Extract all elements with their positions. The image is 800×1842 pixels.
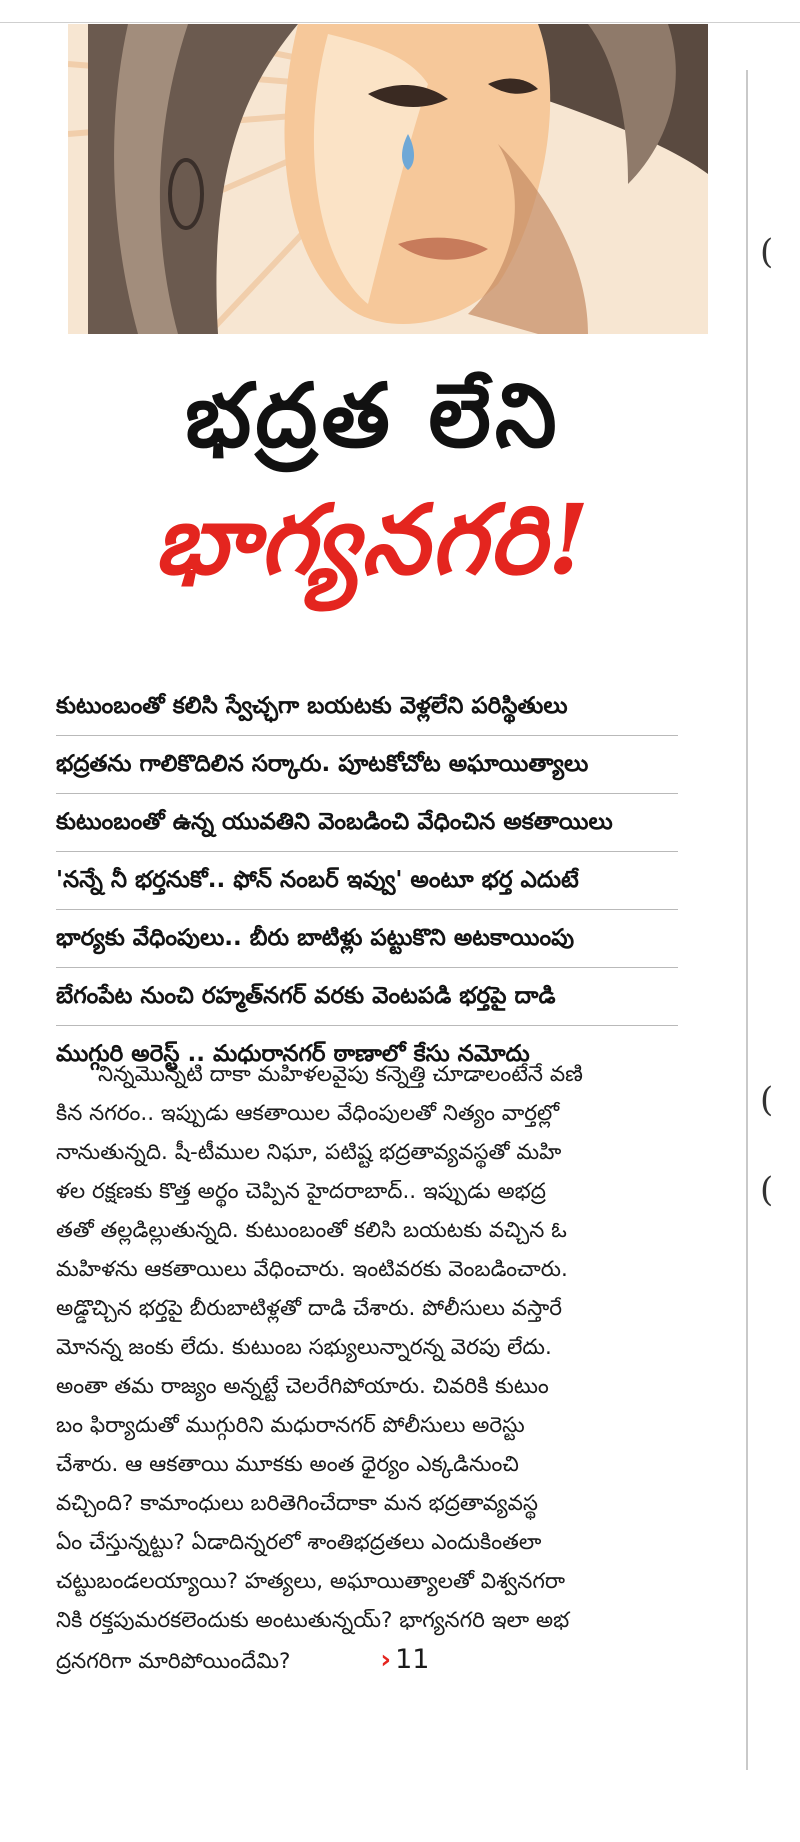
continued-arrow-icon: ›	[380, 1645, 392, 1675]
hero-illustration	[68, 24, 708, 334]
body-line: తతో తల్లడిల్లుతున్నది. కుటుంబంతో కలిసి బయటకు వచ్చిన ఓ	[56, 1218, 567, 1243]
body-line-last	[56, 1640, 686, 1679]
body-line: అడ్డొచ్చిన భర్తపై బీరుబాటిళ్లతో దాడి చేశారు. పోలీసులు వస్తారే	[56, 1296, 563, 1321]
top-rule	[0, 22, 800, 23]
highlight-item: ముగ్గురి అరెస్ట్ .. మధురానగర్ ఠాణాలో కేసు నమోదు	[56, 1041, 530, 1067]
highlights-list	[56, 678, 678, 1083]
continued-page-number[interactable]: 11	[395, 1644, 430, 1675]
body-line: అంతా తమ రాజ్యం అన్నట్టే చెలరేగిపోయారు. చివరికి కుటుం	[56, 1374, 549, 1399]
body-line: మహిళను ఆకతాయిలు వేధించారు. ఇంటివరకు వెంబడించారు.	[56, 1257, 568, 1282]
headline-line-1: భద్రత లేని	[185, 363, 561, 467]
headline	[0, 355, 746, 605]
highlight-item: కుటుంబంతో ఉన్న యువతిని వెంబడించి వేధించిన అకతాయిలు	[56, 794, 678, 852]
body-line: ళల రక్షణకు కొత్త అర్థం చెప్పిన హైదరాబాద్.. ఇప్పుడు అభద్ర	[56, 1179, 546, 1204]
highlight-item: బేగంపేట నుంచి రహ్మత్‌నగర్ వరకు వెంటపడి భర్తపై దాడి	[56, 968, 678, 1026]
highlight-item: 'నన్నే నీ భర్తనుకో.. ఫోన్ నంబర్ ఇవ్వు' అంటూ భర్త ఎదుటే	[56, 852, 678, 910]
body-line: చేశారు. ఆ ఆకతాయి మూకకు అంత ధైర్యం ఎక్కడినుంచి	[56, 1452, 519, 1477]
body-line: చట్టుబండలయ్యాయి? హత్యలు, అఘాయిత్యాలతో విశ్వనగరా	[56, 1569, 565, 1594]
body-line: నికి రక్తపుమరకలెందుకు అంటుతున్నయ్? భాగ్యనగరి ఇలా అభ	[56, 1608, 570, 1633]
body-line: కిన నగరం.. ఇప్పుడు ఆకతాయిల వేధింపులతో నిత్యం వార్తల్లో	[56, 1101, 560, 1126]
highlight-item: కుటుంబంతో కలిసి స్వేచ్ఛగా బయటకు వెళ్లలేని పరిస్థితులు	[56, 678, 678, 736]
body-line: వచ్చింది? కామాంధులు బరితెగించేదాకా మన భద్రతావ్యవస్థ	[56, 1491, 538, 1516]
column-rule	[746, 70, 748, 1770]
body-line: బం ఫిర్యాదుతో ముగ్గురిని మధురానగర్ పోలీసులు అరెస్టు	[56, 1413, 525, 1438]
next-column-fragment: (	[760, 232, 774, 272]
body-line-text: ద్రనగరిగా మారిపోయిందేమి?	[56, 1649, 291, 1674]
next-column-fragment: (	[760, 1170, 774, 1210]
body-line: మోనన్న జంకు లేదు. కుటుంబ సభ్యులున్నారన్న వెరపు లేదు.	[56, 1335, 552, 1360]
next-column-fragment: (	[760, 1080, 774, 1120]
body-line: ఏం చేస్తున్నట్టు? ఏడాదిన్నరలో శాంతిభద్రతలు ఎందుకింతలా	[56, 1530, 542, 1555]
body-line: నానుతున్నది. షీ-టీముల నిఘా, పటిష్ట భద్రతావ్యవస్థతో మహి	[56, 1140, 562, 1165]
highlight-item: భార్యకు వేధింపులు.. బీరు బాటిళ్లు పట్టుకొని అటకాయింపు	[56, 910, 678, 968]
woman-face-illustration	[68, 24, 708, 334]
highlight-item: భద్రతను గాలికొదిలిన సర్కారు. పూటకోచోట అఘాయిత్యాలు	[56, 736, 678, 794]
article-body	[56, 1055, 686, 1679]
headline-line-2: భాగ్యనగరి!	[154, 483, 592, 596]
body-line: నిన్నమొన్నటి దాకా మహిళలవైపు కన్నెత్తి చూడాలంటేనే వణి	[98, 1062, 583, 1087]
